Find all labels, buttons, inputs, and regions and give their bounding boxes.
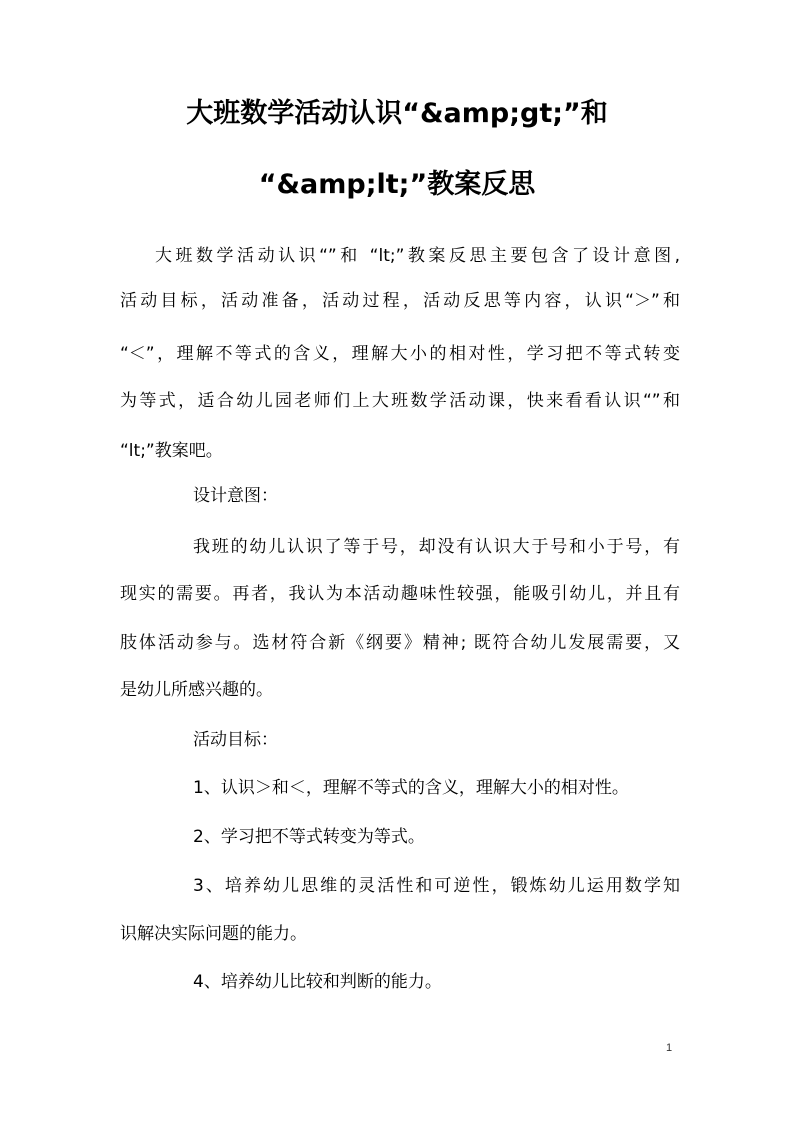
design-line: 肢体活动参与。选材符合新《纲要》精神; 既符合幼儿发展需要，又: [120, 633, 680, 653]
goal-item: 识解决实际问题的能力。: [120, 924, 307, 944]
goal-item: 3、培养幼儿思维的灵活性和可逆性，锻炼幼儿运用数学知: [193, 876, 680, 896]
design-heading: 设计意图：: [193, 486, 278, 506]
intro-line: 为等式，适合幼儿园老师们上大班数学活动课，快来看看认识“”和: [120, 391, 680, 411]
document-title-line-2: “&amp;lt;”教案反思: [258, 169, 536, 200]
design-line: 现实的需要。再者，我认为本活动趣味性较强，能吸引幼儿，并且有: [120, 584, 680, 604]
goal-item: 2、学习把不等式转变为等式。: [193, 827, 425, 847]
goal-item: 4、培养幼儿比较和判断的能力。: [193, 972, 442, 992]
intro-line: “lt;”教案吧。: [120, 441, 223, 461]
goal-item: 1、认识＞和＜，理解不等式的含义，理解大小的相对性。: [193, 778, 629, 798]
intro-line: 大班数学活动认识“”和 “lt;”教案反思主要包含了设计意图,: [155, 246, 680, 266]
intro-line: “＜”，理解不等式的含义，理解大小的相对性，学习把不等式转变: [120, 344, 680, 364]
page-number: 1: [666, 1042, 673, 1054]
design-line: 我班的幼儿认识了等于号，却没有认识大于号和小于号，有: [193, 537, 680, 557]
design-line: 是幼儿所感兴趣的。: [120, 680, 273, 700]
goals-heading: 活动目标：: [193, 730, 278, 750]
intro-line: 活动目标，活动准备，活动过程，活动反思等内容，认识“＞”和: [120, 291, 680, 311]
document-title-line-1: 大班数学活动认识“&amp;gt;”和: [186, 98, 608, 129]
